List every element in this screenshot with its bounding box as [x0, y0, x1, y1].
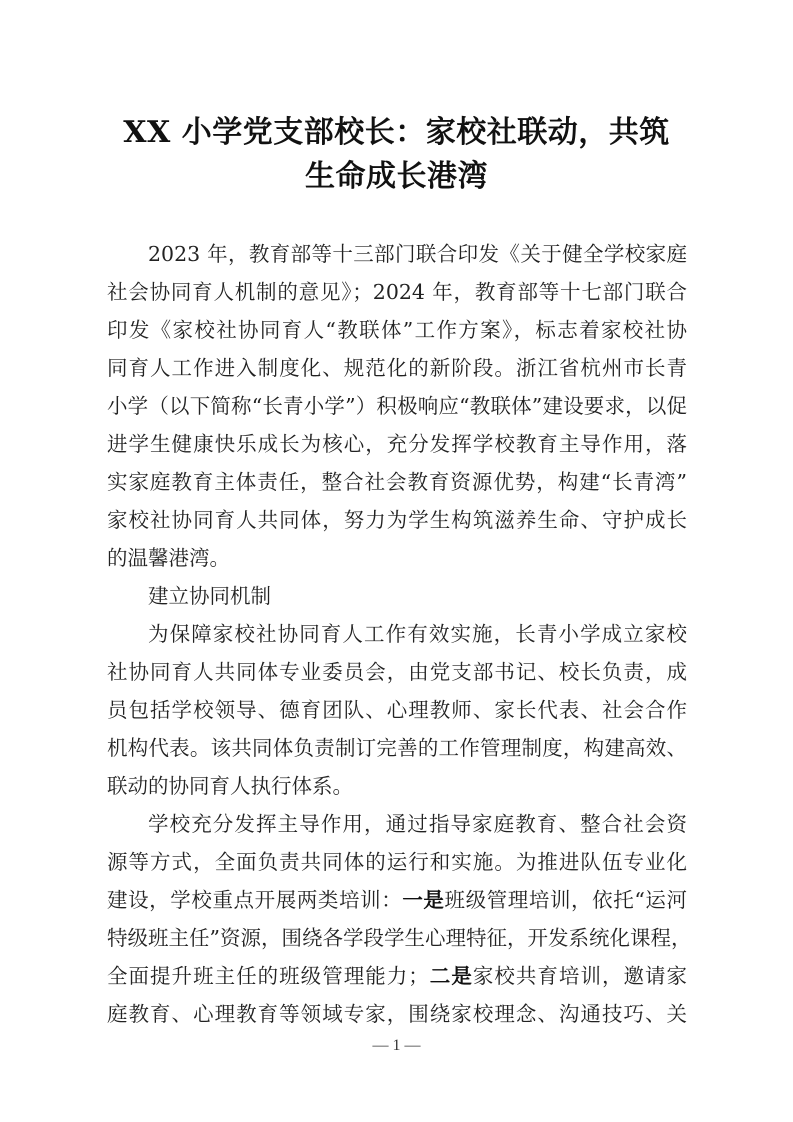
document-title-line-1: XX 小学党支部校长：家校社联动，共筑	[123, 115, 670, 150]
paragraph-2-line: 机构代表。该共同体负责制订完善的工作管理制度，构建高效、	[107, 736, 687, 760]
paragraph-1-line: 的温馨港湾。	[107, 546, 230, 570]
paragraph-1-line: 实家庭教育主体责任，整合社会教育资源优势，构建“长青湾”	[107, 470, 687, 494]
text-span: 全面提升班主任的班级管理能力；	[107, 964, 429, 988]
paragraph-2-line: 员包括学校领导、德育团队、心理教师、家长代表、社会合作	[107, 698, 687, 722]
bold-emphasis: 一是	[402, 888, 445, 912]
page-number: — 1 —	[372, 1037, 421, 1054]
paragraph-1-line: 印发《家校社协同育人“教联体”工作方案》，标志着家校社协	[107, 318, 687, 342]
text-span: 家校共育培训，邀请家	[472, 964, 688, 988]
text-span: 建设，学校重点开展两类培训：	[107, 888, 403, 912]
paragraph-1-line: 小学（以下简称“长青小学”）积极响应“教联体”建设要求，以促	[107, 394, 687, 418]
paragraph-3-line: 庭教育、心理教育等领域专家，围绕家校理念、沟通技巧、关	[107, 1002, 687, 1026]
paragraph-1-line: 进学生健康快乐成长为核心，充分发挥学校教育主导作用，落	[107, 432, 687, 456]
paragraph-2-line: 社协同育人共同体专业委员会，由党支部书记、校长负责，成	[107, 660, 687, 684]
paragraph-2-line: 为保障家校社协同育人工作有效实施，长青小学成立家校	[148, 622, 687, 646]
paragraph-1-line: 社会协同育人机制的意见》；2024 年，教育部等十七部门联合	[107, 280, 687, 304]
text-span: 班级管理培训，依托“运河	[444, 888, 688, 912]
paragraph-3-line: 源等方式，全面负责共同体的运行和实施。为推进队伍专业化	[107, 850, 687, 874]
paragraph-1-line: 2023 年，教育部等十三部门联合印发《关于健全学校家庭	[148, 242, 687, 266]
section-heading: 建立协同机制	[148, 584, 271, 608]
paragraph-3-line: 特级班主任”资源，围绕各学段学生心理特征，开发系统化课程，	[107, 926, 692, 950]
paragraph-2-line: 联动的协同育人执行体系。	[107, 774, 353, 798]
paragraph-3-line	[107, 957, 687, 995]
paragraph-1-line: 同育人工作进入制度化、规范化的新阶段。浙江省杭州市长青	[107, 356, 687, 380]
bold-emphasis: 二是	[428, 964, 473, 988]
paragraph-1-line: 家校社协同育人共同体，努力为学生构筑滋养生命、守护成长	[107, 508, 687, 532]
paragraph-3-line	[107, 881, 687, 919]
document-title-line-2: 生命成长港湾	[305, 159, 488, 194]
paragraph-3-line: 学校充分发挥主导作用，通过指导家庭教育、整合社会资	[148, 812, 687, 836]
